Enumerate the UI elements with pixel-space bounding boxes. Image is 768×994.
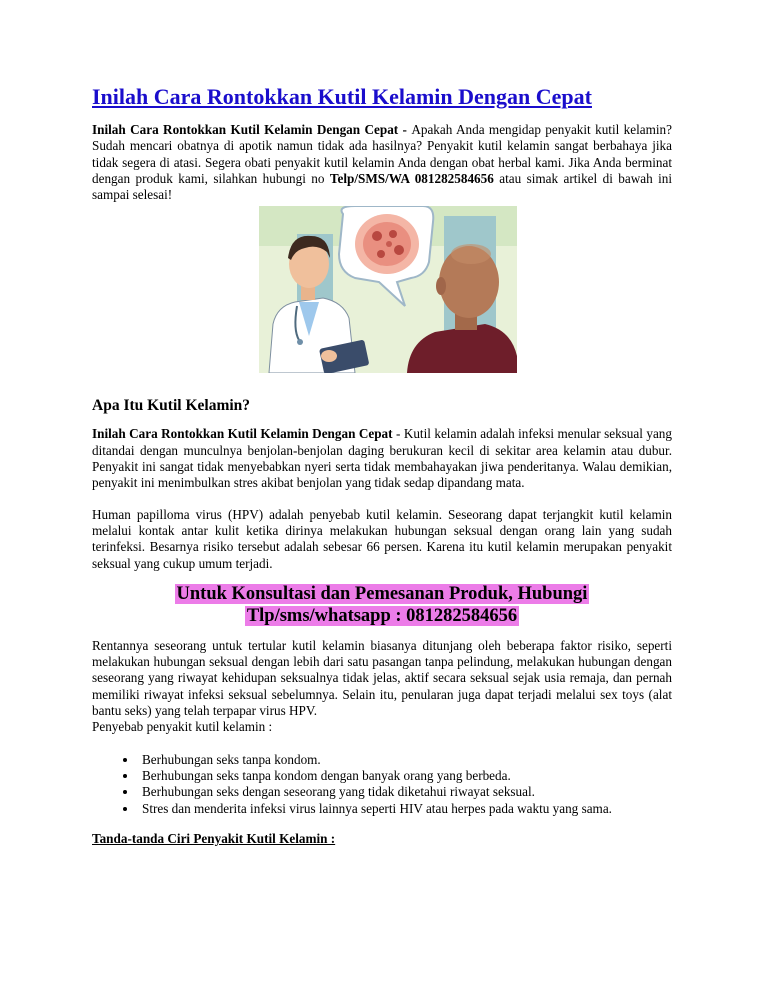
risk-text: Rentannya seseorang untuk tertular kutil kelamin biasanya ditunjang oleh beberapa faktor risiko, seperti melakukan hubungan seksual dengan lebih dari satu pasangan tanpa pelindung, melakukan hubungan dengan seseorang yang riwayat kehidupan seksualnya tidak jelas, aktif secara seksual sejak usia remaja, dan pernah memiliki riwayat infeksi seksual sebelumnya. Selain itu, penularan juga dapat terjadi melalui sex toys (alat bantu seks) yang telah terpapar virus HPV. [92,637,672,719]
article [92,84,672,847]
intro-paragraph [92,122,672,203]
definition-paragraph [92,426,672,491]
contact-callout [92,583,672,627]
contact-callout-line1: Untuk Konsultasi dan Pemesanan Produk, Hubungi [176,583,588,604]
intro-text-end: atau simak artikel di bawah ini sampai selesai! [92,170,673,203]
definition-lead: Inilah Cara Rontokkan Kutil Kelamin Dengan Cepat [92,426,393,442]
list-item: • Berhubungan seks tanpa kondom. [138,752,672,768]
risk-paragraph [92,638,672,736]
intro-text: Apakah Anda mengidap penyakit kutil kelamin? Sudah mencari obatnya di apotik namun tidak ada hasilnya? Penyakit kutil kelamin sangat berbahaya jika tidak segera di atasi. Segera obati penyakit kutil kelamin Anda dengan obat herbal kami. Jika Anda berminat dengan produk kami, silahkan hubungi no [92,122,672,186]
article-title [92,84,672,110]
list-item: • Berhubungan seks tanpa kondom dengan banyak orang yang berbeda. [138,768,672,784]
symptoms-subheading: Tanda-tanda Ciri Penyakit Kutil Kelamin : [92,830,336,846]
doctor-patient-illustration [259,206,517,373]
section-heading: Apa Itu Kutil Kelamin? [92,397,251,415]
intro-lead: Inilah Cara Rontokkan Kutil Kelamin Dengan Cepat - [92,122,412,137]
causes-label: Penyebab penyakit kutil kelamin : [92,719,273,735]
contact-callout-line2: Tlp/sms/whatsapp : 081282584656 [246,605,518,626]
causes-list [92,752,672,817]
definition-text: - Kutil kelamin adalah infeksi menular seksual yang ditandai dengan munculnya benjolan-benjolan daging berukuran kecil di sekitar area kelamin atau dubur. Penyakit ini sangat tidak menyebabkan nyeri serta tidak membahayakan jiwa penderitanya. Walau demikian, penyakit ini menimbulkan stres akibat benjolan yang tidak sedap dipandang mata. [92,426,672,491]
hpv-paragraph: Human papilloma virus (HPV) adalah penyebab kutil kelamin. Seseorang dapat terjangkit kutil kelamin melalui kontak antar kulit ketika dirinya melakukan hubungan seksual dengan orang lain yang sudah terinfeksi. Besarnya risiko tersebut adalah sebesar 66 persen. Karena itu kutil kelamin merupakan penyakit seksual yang cukup umum terjadi. [92,506,672,571]
list-item: • Stres dan menderita infeksi virus lainnya seperti HIV atau herpes pada waktu yang sama. [138,801,672,817]
list-item: • Berhubungan seks dengan seseorang yang tidak diketahui riwayat seksual. [138,784,672,800]
article-title-link[interactable]: Inilah Cara Rontokkan Kutil Kelamin Dengan Cepat [92,84,592,109]
intro-contact: Telp/SMS/WA 081282584656 [329,170,494,186]
